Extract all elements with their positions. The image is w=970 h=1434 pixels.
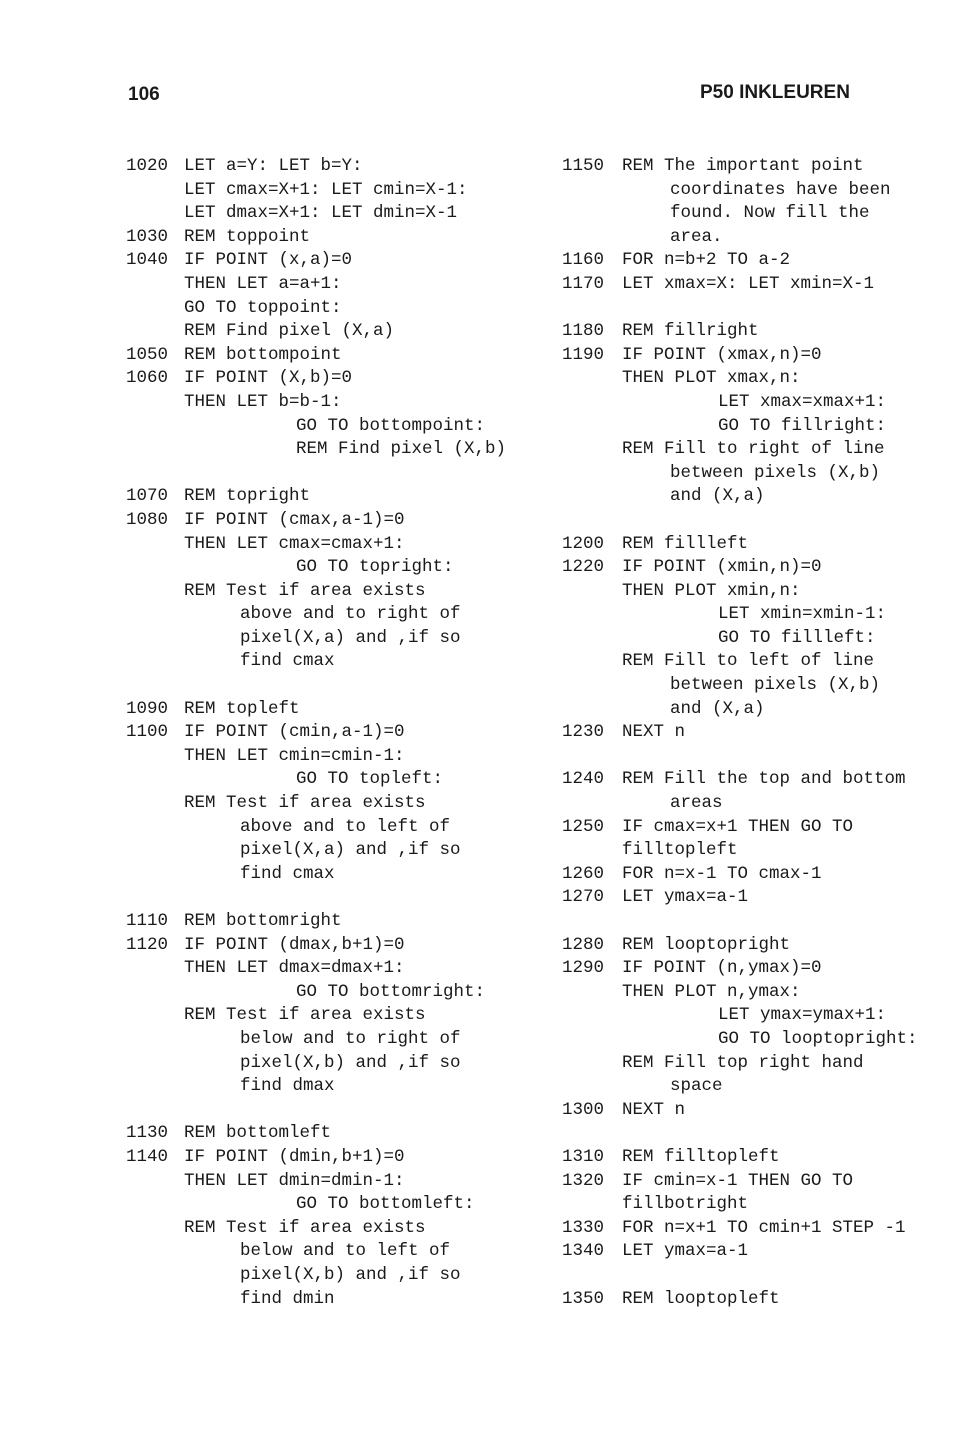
code-statement: THEN PLOT n,ymax: bbox=[622, 981, 801, 1002]
code-statement: IF POINT (dmin,b+1)=0 bbox=[184, 1146, 405, 1167]
line-number: 1190 bbox=[562, 344, 605, 365]
code-line bbox=[126, 1288, 546, 1312]
line-number: 1080 bbox=[126, 509, 169, 530]
code-line bbox=[126, 745, 546, 769]
code-statement: below and to right of bbox=[240, 1028, 461, 1049]
line-number: 1340 bbox=[562, 1241, 605, 1262]
line-number: 1280 bbox=[562, 934, 605, 955]
code-line bbox=[126, 1122, 546, 1146]
code-line bbox=[562, 438, 962, 462]
code-statement: THEN LET a=a+1: bbox=[184, 273, 342, 294]
code-line bbox=[562, 603, 962, 627]
code-line bbox=[126, 249, 546, 273]
left-code-column bbox=[126, 155, 546, 1311]
code-line bbox=[126, 344, 546, 368]
code-statement: REM Fill top right hand bbox=[622, 1052, 864, 1073]
code-statement: IF POINT (X,b)=0 bbox=[184, 368, 353, 389]
code-line bbox=[126, 1217, 546, 1241]
code-line bbox=[562, 1146, 962, 1170]
line-number: 1320 bbox=[562, 1170, 605, 1191]
code-line bbox=[126, 1146, 546, 1170]
code-line bbox=[562, 1170, 962, 1194]
code-line bbox=[562, 533, 962, 557]
code-line bbox=[562, 462, 962, 486]
code-statement: FOR n=x-1 TO cmax-1 bbox=[622, 863, 822, 884]
code-statement: REM bottomleft bbox=[184, 1123, 332, 1144]
code-statement: THEN PLOT xmax,n: bbox=[622, 368, 801, 389]
code-statement: NEXT n bbox=[622, 722, 686, 743]
code-line bbox=[562, 1099, 962, 1123]
code-line bbox=[126, 438, 546, 462]
code-statement: find dmin bbox=[240, 1288, 335, 1309]
code-statement: filltopleft bbox=[622, 840, 738, 861]
code-line bbox=[562, 485, 962, 509]
code-statement: find dmax bbox=[240, 1076, 335, 1097]
code-line bbox=[562, 1075, 962, 1099]
code-line bbox=[562, 249, 962, 273]
code-line bbox=[562, 226, 962, 250]
code-line bbox=[562, 415, 962, 439]
code-statement: FOR n=x+1 TO cmin+1 STEP -1 bbox=[622, 1217, 906, 1238]
code-statement: REM Test if area exists bbox=[184, 580, 426, 601]
code-statement: REM The important point bbox=[622, 156, 864, 176]
code-line bbox=[126, 816, 546, 840]
code-statement: REM filltopleft bbox=[622, 1146, 780, 1167]
line-number: 1070 bbox=[126, 486, 169, 507]
code-statement: pixel(X,b) and ,if so bbox=[240, 1052, 461, 1073]
code-statement: LET a=Y: LET b=Y: bbox=[184, 156, 363, 176]
line-number: 1350 bbox=[562, 1288, 605, 1309]
code-line bbox=[562, 674, 962, 698]
code-line bbox=[126, 863, 546, 887]
code-statement: IF POINT (cmax,a-1)=0 bbox=[184, 509, 405, 530]
line-number: 1030 bbox=[126, 226, 169, 247]
code-line bbox=[126, 768, 546, 792]
code-line bbox=[562, 650, 962, 674]
code-line bbox=[562, 957, 962, 981]
line-number: 1120 bbox=[126, 934, 169, 955]
code-line bbox=[126, 273, 546, 297]
code-statement: between pixels (X,b) bbox=[670, 675, 881, 696]
code-statement: above and to left of bbox=[240, 816, 451, 837]
code-line bbox=[126, 179, 546, 203]
code-line bbox=[126, 957, 546, 981]
code-statement: areas bbox=[670, 793, 723, 814]
code-statement: REM Fill to right of line bbox=[622, 439, 885, 460]
code-line bbox=[562, 934, 962, 958]
line-number: 1200 bbox=[562, 533, 605, 554]
code-line bbox=[126, 556, 546, 580]
code-statement: REM fillright bbox=[622, 321, 759, 342]
code-statement: REM Find pixel (X,b) bbox=[296, 439, 507, 460]
code-statement: GO TO bottomleft: bbox=[296, 1194, 475, 1215]
code-statement: THEN LET b=b-1: bbox=[184, 391, 342, 412]
code-statement: LET xmax=xmax+1: bbox=[718, 391, 887, 412]
code-statement: IF cmin=x-1 THEN GO TO bbox=[622, 1170, 854, 1191]
code-statement: GO TO topleft: bbox=[296, 769, 444, 790]
code-statement: REM Test if area exists bbox=[184, 793, 426, 814]
code-line bbox=[562, 1004, 962, 1028]
code-line bbox=[126, 721, 546, 745]
code-statement: pixel(X,a) and ,if so bbox=[240, 627, 461, 648]
code-statement: LET xmin=xmin-1: bbox=[718, 604, 887, 625]
code-line bbox=[126, 1075, 546, 1099]
code-line bbox=[562, 202, 962, 226]
code-statement: REM Test if area exists bbox=[184, 1005, 426, 1026]
code-statement: REM bottompoint bbox=[184, 344, 342, 365]
code-line bbox=[126, 1264, 546, 1288]
line-number: 1060 bbox=[126, 368, 169, 389]
code-statement: REM looptopright bbox=[622, 934, 791, 955]
code-line bbox=[126, 839, 546, 863]
code-statement: REM bottomright bbox=[184, 911, 342, 931]
code-statement: GO TO topright: bbox=[296, 557, 454, 578]
code-statement: and (X,a) bbox=[670, 698, 765, 719]
code-statement: and (X,a) bbox=[670, 486, 765, 507]
code-statement: REM looptopleft bbox=[622, 1288, 780, 1309]
code-statement: REM Fill the top and bottom bbox=[622, 769, 906, 790]
code-statement: GO TO fillleft: bbox=[718, 627, 876, 648]
code-statement: space bbox=[670, 1076, 723, 1097]
page-number: 106 bbox=[128, 84, 160, 105]
code-statement: IF POINT (n,ymax)=0 bbox=[622, 958, 822, 979]
code-line bbox=[562, 863, 962, 887]
code-line bbox=[126, 698, 546, 722]
code-statement: REM Test if area exists bbox=[184, 1217, 426, 1238]
code-statement: LET ymax=a-1 bbox=[622, 887, 749, 908]
code-statement: GO TO bottompoint: bbox=[296, 415, 486, 436]
line-number: 1100 bbox=[126, 722, 169, 743]
code-line bbox=[562, 698, 962, 722]
code-statement: IF POINT (cmin,a-1)=0 bbox=[184, 722, 405, 743]
line-number: 1150 bbox=[562, 156, 605, 176]
code-statement: LET ymax=a-1 bbox=[622, 1241, 749, 1262]
code-statement: IF POINT (x,a)=0 bbox=[184, 250, 353, 271]
line-number: 1240 bbox=[562, 769, 605, 790]
line-number: 1230 bbox=[562, 722, 605, 743]
code-line bbox=[562, 1288, 962, 1312]
line-number: 1330 bbox=[562, 1217, 605, 1238]
code-statement: THEN PLOT xmin,n: bbox=[622, 580, 801, 601]
code-statement: LET cmax=X+1: LET cmin=X-1: bbox=[184, 179, 468, 200]
code-statement: below and to left of bbox=[240, 1241, 451, 1262]
code-line bbox=[126, 1170, 546, 1194]
code-statement: area. bbox=[670, 226, 723, 247]
code-statement: THEN LET cmin=cmin-1: bbox=[184, 745, 405, 766]
code-line bbox=[126, 792, 546, 816]
line-number: 1160 bbox=[562, 250, 605, 271]
line-number: 1140 bbox=[126, 1146, 169, 1167]
code-line bbox=[562, 580, 962, 604]
code-line bbox=[562, 179, 962, 203]
code-line bbox=[562, 391, 962, 415]
code-statement: REM fillleft bbox=[622, 533, 749, 554]
code-line bbox=[126, 580, 546, 604]
code-statement: fillbotright bbox=[622, 1194, 749, 1215]
code-statement: IF POINT (dmax,b+1)=0 bbox=[184, 934, 405, 955]
code-statement: REM topleft bbox=[184, 698, 300, 719]
line-number: 1050 bbox=[126, 344, 169, 365]
code-statement: LET ymax=ymax+1: bbox=[718, 1005, 887, 1026]
code-line bbox=[562, 721, 962, 745]
code-line bbox=[562, 768, 962, 792]
code-statement: REM toppoint bbox=[184, 226, 311, 247]
code-line bbox=[126, 297, 546, 321]
code-line bbox=[562, 816, 962, 840]
code-statement: GO TO bottomright: bbox=[296, 981, 486, 1002]
code-line bbox=[126, 533, 546, 557]
code-statement: between pixels (X,b) bbox=[670, 462, 881, 483]
code-line bbox=[562, 367, 962, 391]
code-statement: REM Fill to left of line bbox=[622, 651, 875, 672]
code-line bbox=[126, 910, 546, 934]
code-line bbox=[126, 1052, 546, 1076]
code-statement: pixel(X,a) and ,if so bbox=[240, 840, 461, 861]
code-line bbox=[126, 1193, 546, 1217]
code-statement: GO TO fillright: bbox=[718, 415, 887, 436]
line-number: 1250 bbox=[562, 816, 605, 837]
code-line bbox=[126, 226, 546, 250]
code-statement: coordinates have been bbox=[670, 179, 891, 200]
code-statement: THEN LET dmax=dmax+1: bbox=[184, 958, 405, 979]
code-line bbox=[562, 792, 962, 816]
code-line bbox=[126, 509, 546, 533]
line-number: 1270 bbox=[562, 887, 605, 908]
code-line bbox=[562, 1028, 962, 1052]
right-code-column bbox=[562, 155, 962, 1311]
line-number: 1040 bbox=[126, 250, 169, 271]
code-statement: LET xmax=X: LET xmin=X-1 bbox=[622, 273, 875, 294]
line-number: 1310 bbox=[562, 1146, 605, 1167]
line-number: 1020 bbox=[126, 156, 169, 176]
line-number: 1180 bbox=[562, 321, 605, 342]
line-number: 1130 bbox=[126, 1123, 169, 1144]
code-line bbox=[562, 344, 962, 368]
code-line bbox=[126, 415, 546, 439]
code-statement: THEN LET dmin=dmin-1: bbox=[184, 1170, 405, 1191]
code-line bbox=[562, 1240, 962, 1264]
code-line bbox=[126, 981, 546, 1005]
line-number: 1300 bbox=[562, 1099, 605, 1120]
line-number: 1260 bbox=[562, 863, 605, 884]
code-statement: GO TO toppoint: bbox=[184, 297, 342, 318]
code-line bbox=[126, 155, 546, 179]
code-statement: NEXT n bbox=[622, 1099, 686, 1120]
code-line bbox=[126, 1028, 546, 1052]
code-line bbox=[126, 485, 546, 509]
code-line bbox=[126, 1004, 546, 1028]
code-line bbox=[126, 627, 546, 651]
code-line bbox=[126, 1240, 546, 1264]
code-statement: found. Now fill the bbox=[670, 203, 870, 224]
code-line bbox=[126, 367, 546, 391]
line-number: 1110 bbox=[126, 911, 169, 931]
code-line bbox=[562, 886, 962, 910]
code-statement: LET dmax=X+1: LET dmin=X-1 bbox=[184, 203, 458, 224]
code-statement: IF POINT (xmin,n)=0 bbox=[622, 557, 822, 578]
code-line bbox=[126, 603, 546, 627]
line-number: 1090 bbox=[126, 698, 169, 719]
code-line bbox=[562, 839, 962, 863]
code-line bbox=[562, 1052, 962, 1076]
code-statement: REM topright bbox=[184, 486, 311, 507]
code-statement: FOR n=b+2 TO a-2 bbox=[622, 250, 791, 271]
line-number: 1170 bbox=[562, 273, 605, 294]
page-title: P50 INKLEUREN bbox=[700, 82, 850, 103]
code-line bbox=[126, 934, 546, 958]
code-statement: find cmax bbox=[240, 863, 335, 884]
code-statement: IF cmax=x+1 THEN GO TO bbox=[622, 816, 854, 837]
code-line bbox=[562, 155, 962, 179]
code-line bbox=[126, 650, 546, 674]
line-number: 1290 bbox=[562, 958, 605, 979]
code-line bbox=[126, 320, 546, 344]
code-line bbox=[126, 391, 546, 415]
code-line bbox=[126, 202, 546, 226]
code-statement: REM Find pixel (X,a) bbox=[184, 321, 395, 342]
code-line bbox=[562, 1193, 962, 1217]
code-statement: THEN LET cmax=cmax+1: bbox=[184, 533, 405, 554]
code-statement: IF POINT (xmax,n)=0 bbox=[622, 344, 822, 365]
code-line bbox=[562, 1217, 962, 1241]
code-line bbox=[562, 627, 962, 651]
line-number: 1220 bbox=[562, 557, 605, 578]
code-line bbox=[562, 273, 962, 297]
code-statement: above and to right of bbox=[240, 604, 461, 625]
code-statement: pixel(X,b) and ,if so bbox=[240, 1264, 461, 1285]
code-statement: GO TO looptopright: bbox=[718, 1028, 918, 1049]
code-statement: find cmax bbox=[240, 651, 335, 672]
code-line bbox=[562, 981, 962, 1005]
code-line bbox=[562, 556, 962, 580]
code-line bbox=[562, 320, 962, 344]
